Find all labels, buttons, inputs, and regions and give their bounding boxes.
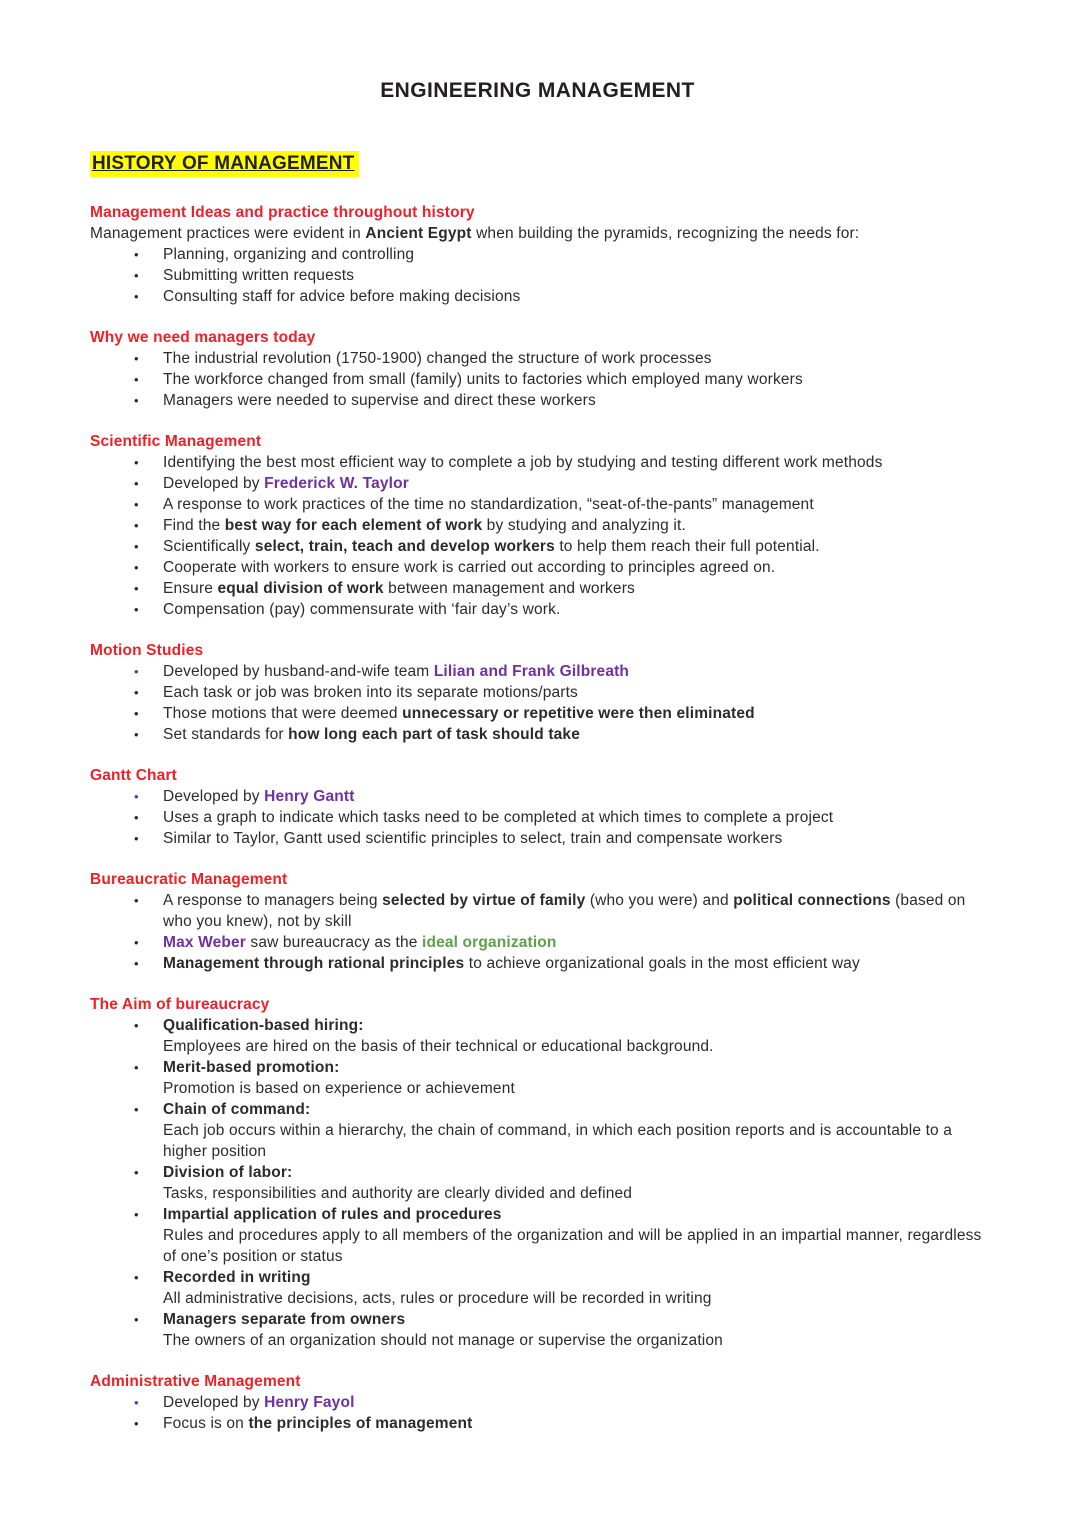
list-item [90, 1309, 985, 1351]
text-run: Ensure [163, 580, 218, 597]
section-heading: The Aim of bureaucracy [90, 996, 270, 1013]
list-item-text [163, 265, 985, 286]
text-run: Management practices were evident in [90, 225, 366, 242]
text-run: Rules and procedures apply to all members of the organization and will be applied in an impartial manner, regardless of one’s position or status [163, 1227, 982, 1265]
text-run: Merit-based promotion: [163, 1059, 340, 1076]
section-heading: Motion Studies [90, 642, 204, 659]
bullet-list [90, 1392, 985, 1434]
list-item-text [163, 536, 985, 557]
bullet-icon: • [134, 1395, 139, 1410]
text-run: how long each part of task should take [288, 726, 580, 743]
text-run: selected by virtue of family [382, 892, 586, 909]
text-run: equal division of work [217, 580, 384, 597]
highlight-heading-row [90, 151, 985, 177]
bullet-icon: • [134, 455, 139, 470]
text-run: (based on who you knew), not by skill [163, 892, 966, 930]
bullet-icon: • [134, 1165, 139, 1180]
list-item [90, 890, 985, 932]
list-item-text [163, 1413, 985, 1434]
section-gantt-chart [90, 765, 985, 849]
list-item-text [163, 682, 985, 703]
section-heading: Gantt Chart [90, 767, 177, 784]
text-run: by studying and analyzing it. [482, 517, 686, 534]
list-item [90, 682, 985, 703]
bullet-icon: • [134, 789, 139, 804]
list-item [90, 1162, 985, 1204]
text-run: All administrative decisions, acts, rules or procedure will be recorded in writing [163, 1290, 712, 1307]
bullet-list [90, 786, 985, 849]
bullet-icon: • [134, 581, 139, 596]
list-item-text [163, 1015, 985, 1057]
section-aim-of-bureaucracy [90, 994, 985, 1351]
list-item-text [163, 786, 985, 807]
text-run: A response to managers being [163, 892, 383, 909]
text-run: Frederick W. Taylor [264, 475, 409, 492]
text-run: Developed by [163, 475, 265, 492]
list-item-text [163, 473, 985, 494]
text-run: Submitting written requests [163, 267, 355, 284]
text-run: (who you were) and [585, 892, 734, 909]
text-run: The workforce changed from small (family) units to factories which employed many workers [163, 371, 803, 388]
bullet-list [90, 244, 985, 307]
text-run: Similar to Taylor, Gantt used scientific principles to select, train and compensate workers [163, 830, 783, 847]
section-management-ideas [90, 202, 985, 307]
text-run: Consulting staff for advice before making decisions [163, 288, 521, 305]
list-item [90, 1015, 985, 1057]
text-run: political connections [733, 892, 891, 909]
text-run: Lilian and Frank Gilbreath [433, 663, 630, 680]
bullet-icon: • [134, 727, 139, 742]
list-item-text [163, 1162, 985, 1204]
list-item [90, 1204, 985, 1267]
list-item [90, 286, 985, 307]
bullet-icon: • [134, 1060, 139, 1075]
document-title: ENGINEERING MANAGEMENT [380, 79, 695, 102]
bullet-icon: • [134, 1018, 139, 1033]
list-item [90, 599, 985, 620]
list-item-text [163, 599, 985, 620]
bullet-icon: • [134, 518, 139, 533]
bullet-icon: • [134, 602, 139, 617]
list-item [90, 452, 985, 473]
list-item-text [163, 890, 985, 932]
list-item-text [163, 661, 985, 682]
bullet-icon: • [134, 664, 139, 679]
list-item-text [163, 932, 985, 953]
list-item [90, 703, 985, 724]
list-item-text [163, 494, 985, 515]
text-run: best way for each element of work [224, 517, 483, 534]
text-run: Focus is on [163, 1415, 249, 1432]
list-item [90, 494, 985, 515]
text-run: Management through rational principles [163, 955, 465, 972]
text-run: Ancient Egypt [365, 225, 472, 242]
bullet-icon: • [134, 268, 139, 283]
text-run: Each task or job was broken into its separate motions/parts [163, 684, 578, 701]
bullet-list [90, 1015, 985, 1351]
bullet-icon: • [134, 685, 139, 700]
text-run: to achieve organizational goals in the most efficient way [464, 955, 860, 972]
text-run: Promotion is based on experience or achievement [163, 1080, 515, 1097]
list-item [90, 1099, 985, 1162]
bullet-icon: • [134, 831, 139, 846]
text-run: saw bureaucracy as the [245, 934, 422, 951]
section-administrative-management [90, 1371, 985, 1434]
bullet-icon: • [134, 1416, 139, 1431]
list-item-text [163, 515, 985, 536]
section-scientific-management [90, 431, 985, 620]
text-run: ideal organization [421, 934, 557, 951]
text-run: Chain of command: [163, 1101, 311, 1118]
list-item-text [163, 390, 985, 411]
section-heading: Why we need managers today [90, 329, 316, 346]
text-run: Henry Gantt [264, 788, 355, 805]
bullet-icon: • [134, 935, 139, 950]
list-item [90, 348, 985, 369]
list-item-text [163, 348, 985, 369]
list-item-text [163, 578, 985, 599]
text-run: when building the pyramids, recognizing the needs for: [471, 225, 860, 242]
bullet-icon: • [134, 351, 139, 366]
text-run: select, train, teach and develop workers [254, 538, 555, 555]
list-item [90, 369, 985, 390]
text-run: Scientifically [163, 538, 255, 555]
text-run: between management and workers [383, 580, 635, 597]
list-item [90, 1057, 985, 1099]
highlight-heading: HISTORY OF MANAGEMENT [90, 151, 359, 177]
bullet-icon: • [134, 810, 139, 825]
list-item-text [163, 807, 985, 828]
text-run: Impartial application of rules and procedures [163, 1206, 502, 1223]
list-item-text [163, 1204, 985, 1267]
text-run: Planning, organizing and controlling [163, 246, 415, 263]
text-run: Managers separate from owners [163, 1311, 406, 1328]
list-item [90, 724, 985, 745]
text-run: the principles of management [248, 1415, 473, 1432]
bullet-icon: • [134, 1207, 139, 1222]
list-item [90, 536, 985, 557]
bullet-icon: • [134, 560, 139, 575]
bullet-list [90, 661, 985, 745]
list-item [90, 473, 985, 494]
text-run: Those motions that were deemed [163, 705, 403, 722]
bullet-icon: • [134, 497, 139, 512]
text-run: Max Weber [163, 934, 246, 951]
list-item-text [163, 828, 985, 849]
section-motion-studies [90, 640, 985, 745]
list-item [90, 1392, 985, 1413]
text-run: Developed by [163, 788, 265, 805]
bullet-icon: • [134, 1102, 139, 1117]
list-item-text [163, 1099, 985, 1162]
list-item [90, 953, 985, 974]
text-run: Henry Fayol [264, 1394, 355, 1411]
list-item [90, 578, 985, 599]
list-item-text [163, 724, 985, 745]
bullet-icon: • [134, 706, 139, 721]
bullet-icon: • [134, 289, 139, 304]
section-heading: Scientific Management [90, 433, 262, 450]
list-item-text [163, 369, 985, 390]
text-run: Find the [163, 517, 225, 534]
bullet-list [90, 890, 985, 974]
list-item [90, 786, 985, 807]
list-item-text [163, 1267, 985, 1309]
list-item [90, 390, 985, 411]
bullet-icon: • [134, 393, 139, 408]
list-item [90, 932, 985, 953]
list-item-text [163, 703, 985, 724]
text-run: Employees are hired on the basis of their technical or educational background. [163, 1038, 714, 1055]
text-run: Developed by husband-and-wife team [163, 663, 434, 680]
section-heading: Management Ideas and practice throughout history [90, 204, 475, 221]
text-run: Compensation (pay) commensurate with ‘fair day’s work. [163, 601, 561, 618]
list-item-text [163, 286, 985, 307]
text-run: Set standards for [163, 726, 289, 743]
text-run: The owners of an organization should not manage or supervise the organization [163, 1332, 723, 1349]
text-run: Identifying the best most efficient way to complete a job by studying and testing different work methods [163, 454, 883, 471]
text-run: to help them reach their full potential. [554, 538, 820, 555]
bullet-icon: • [134, 539, 139, 554]
text-run: Each job occurs within a hierarchy, the chain of command, in which each position reports and is accountable to a higher position [163, 1122, 953, 1160]
list-item-text [163, 452, 985, 473]
bullet-icon: • [134, 476, 139, 491]
section-why-we-need-managers [90, 327, 985, 411]
text-run: The industrial revolution (1750-1900) changed the structure of work processes [163, 350, 712, 367]
text-run: A response to work practices of the time no standardization, “seat-of-the-pants” management [163, 496, 814, 513]
section-bureaucratic-management [90, 869, 985, 974]
list-item [90, 828, 985, 849]
section-intro [90, 223, 985, 244]
bullet-icon: • [134, 956, 139, 971]
list-item-text [163, 1309, 985, 1351]
text-run: Managers were needed to supervise and direct these workers [163, 392, 596, 409]
bullet-list [90, 452, 985, 620]
text-run: Developed by [163, 1394, 265, 1411]
list-item-text [163, 953, 985, 974]
text-run: Tasks, responsibilities and authority are clearly divided and defined [163, 1185, 633, 1202]
bullet-icon: • [134, 247, 139, 262]
bullet-icon: • [134, 893, 139, 908]
list-item [90, 1413, 985, 1434]
bullet-list [90, 348, 985, 411]
list-item [90, 1267, 985, 1309]
bullet-icon: • [134, 372, 139, 387]
list-item-text [163, 1057, 985, 1099]
text-run: Qualification-based hiring: [163, 1017, 364, 1034]
list-item [90, 515, 985, 536]
bullet-icon: • [134, 1312, 139, 1327]
list-item [90, 661, 985, 682]
text-run: Cooperate with workers to ensure work is carried out according to principles agreed on. [163, 559, 776, 576]
section-heading: Administrative Management [90, 1373, 301, 1390]
list-item-text [163, 244, 985, 265]
document-sections [90, 202, 985, 1434]
list-item [90, 265, 985, 286]
text-run: unnecessary or repetitive were then eliminated [402, 705, 755, 722]
bullet-icon: • [134, 1270, 139, 1285]
text-run: Uses a graph to indicate which tasks need to be completed at which times to complete a project [163, 809, 834, 826]
list-item [90, 244, 985, 265]
text-run: Division of labor: [163, 1164, 293, 1181]
list-item-text [163, 1392, 985, 1413]
list-item-text [163, 557, 985, 578]
text-run: Recorded in writing [163, 1269, 311, 1286]
section-heading: Bureaucratic Management [90, 871, 288, 888]
list-item [90, 807, 985, 828]
list-item [90, 557, 985, 578]
